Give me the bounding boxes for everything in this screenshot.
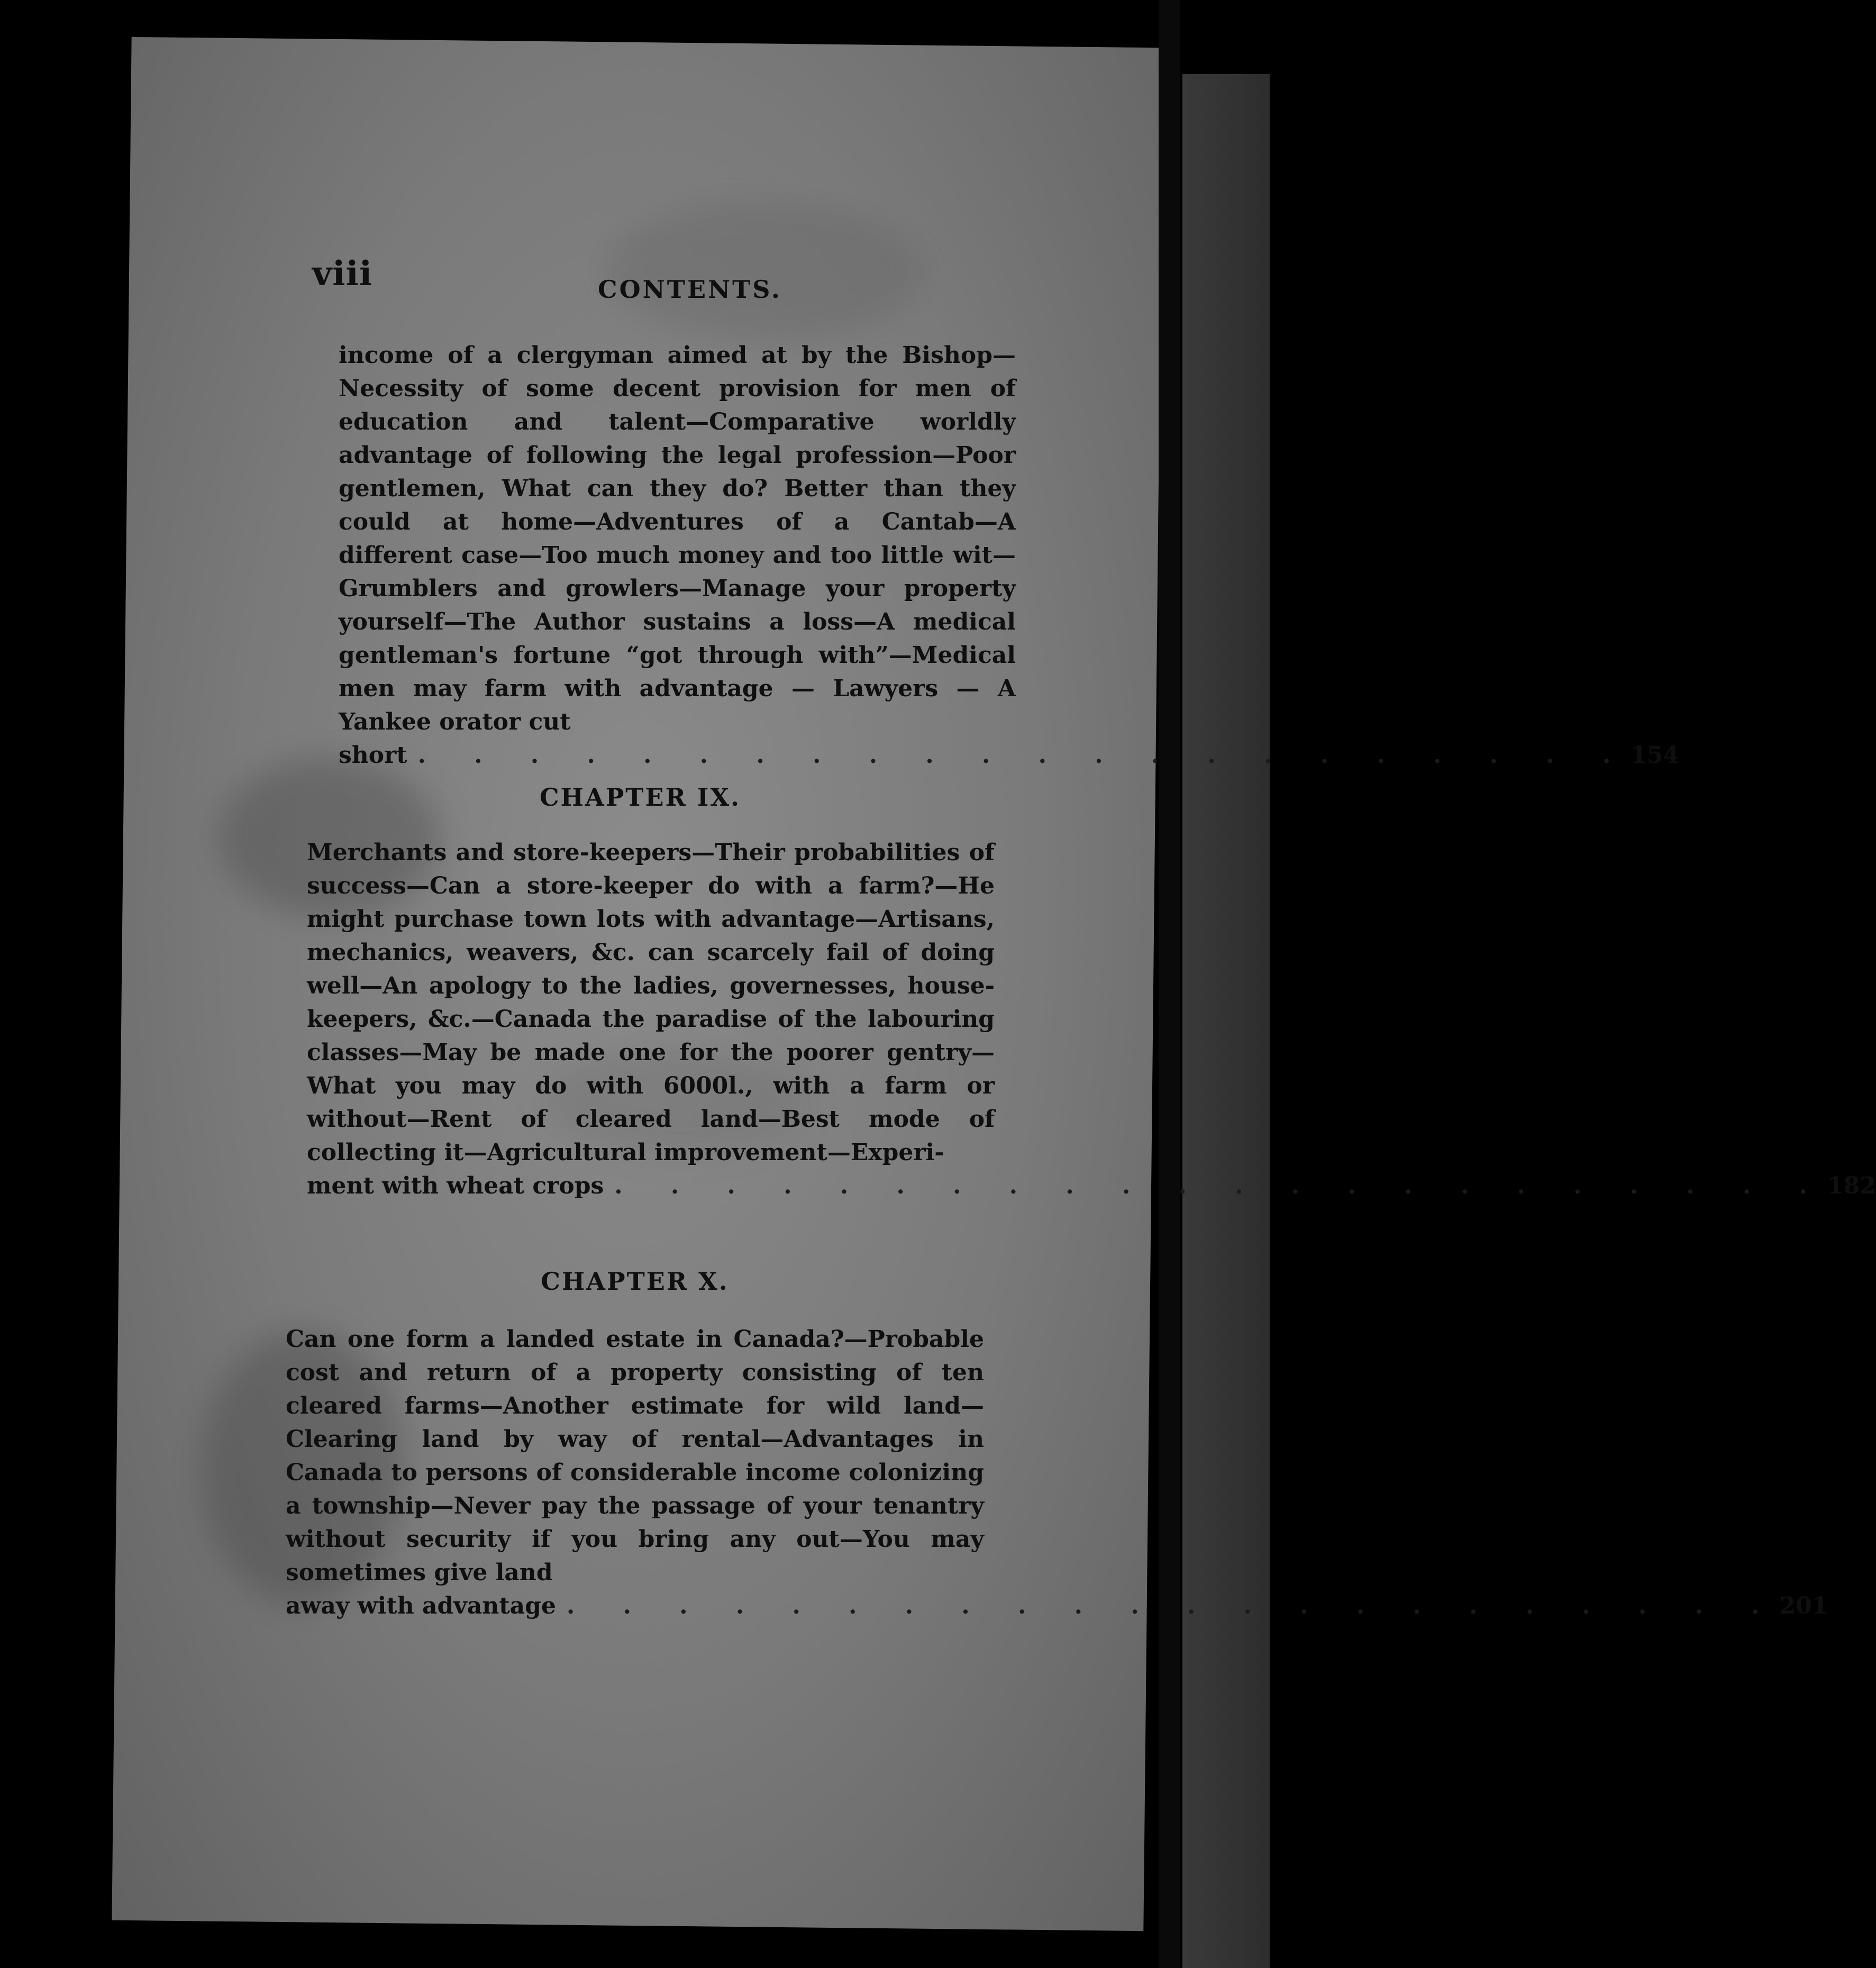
chapter-heading: CHAPTER X. <box>541 1267 729 1296</box>
toc-entry-text: Merchants and store-keepers—Their probabilities of success—Can a store-keeper do with a farm?—He might purchase town lots with advantage—Artisans, mechanics, weavers, &c. can scarcely fail of doing well—An apology to the ladies, governesses, house-keepers, &c.—Canada the paradise of the labouring classes—May be made one for the poorer gentry—What you may do with 6000l., with a farm or without—Rent of cleared land—Best mode of collecting it—Agricultural improvement—Experi- <box>307 839 995 1166</box>
chapter-heading: CHAPTER IX. <box>539 783 741 812</box>
toc-entry-text: Can one form a landed estate in Canada?—Probable cost and return of a property consisting of ten cleared farms—Another estimate for wild land—Clearing land by way of rental—Advantages in Canada to persons of considerable income colonizing a township—Never pay the passage of your tenantry without security if you bring any out—You may sometimes give land <box>286 1326 984 1586</box>
toc-page-number: 201 <box>1779 1592 1828 1619</box>
dot-leader: . . . . . . . . . . . . . . . . . . . . . . <box>566 1592 1780 1619</box>
page-number: viii <box>312 254 373 294</box>
toc-entry-last-line-text: away with advantage <box>286 1592 556 1619</box>
toc-page-number: 154 <box>1631 742 1680 769</box>
toc-entry-chapter-ix <box>307 836 1876 1202</box>
dot-leader: . . . . . . . . . . . . . . . . . . . . . . <box>417 742 1631 769</box>
toc-entry-last-line-text: short <box>339 742 407 769</box>
toc-entry-last-line <box>286 1589 1828 1623</box>
toc-entry-text: income of a clergyman aimed at by the Bishop—Necessity of some decent provision for men of education and talent—Comparative worldly advantage of following the legal profession—Poor gentlemen, What can they do? Better than they could at home—Adventures of a Cantab—A different case—Too much money and too little wit—Grumblers and growlers—Manage your property yourself—The Author sustains a loss—A medical gentleman's fortune “got through with”—Medical men may farm with advantage — Lawyers — A Yankee orator cut <box>339 342 1016 735</box>
toc-entry-last-line <box>339 739 1680 772</box>
toc-entry-last-line-text: ment with wheat crops <box>307 1172 604 1199</box>
toc-entry-last-line <box>307 1169 1876 1202</box>
toc-entry-continued <box>339 339 1680 772</box>
running-head: CONTENTS. <box>598 275 782 304</box>
toc-page-number: 182 <box>1827 1172 1876 1199</box>
dot-leader: . . . . . . . . . . . . . . . . . . . . . . <box>614 1172 1827 1199</box>
toc-entry-chapter-x <box>286 1323 1828 1623</box>
